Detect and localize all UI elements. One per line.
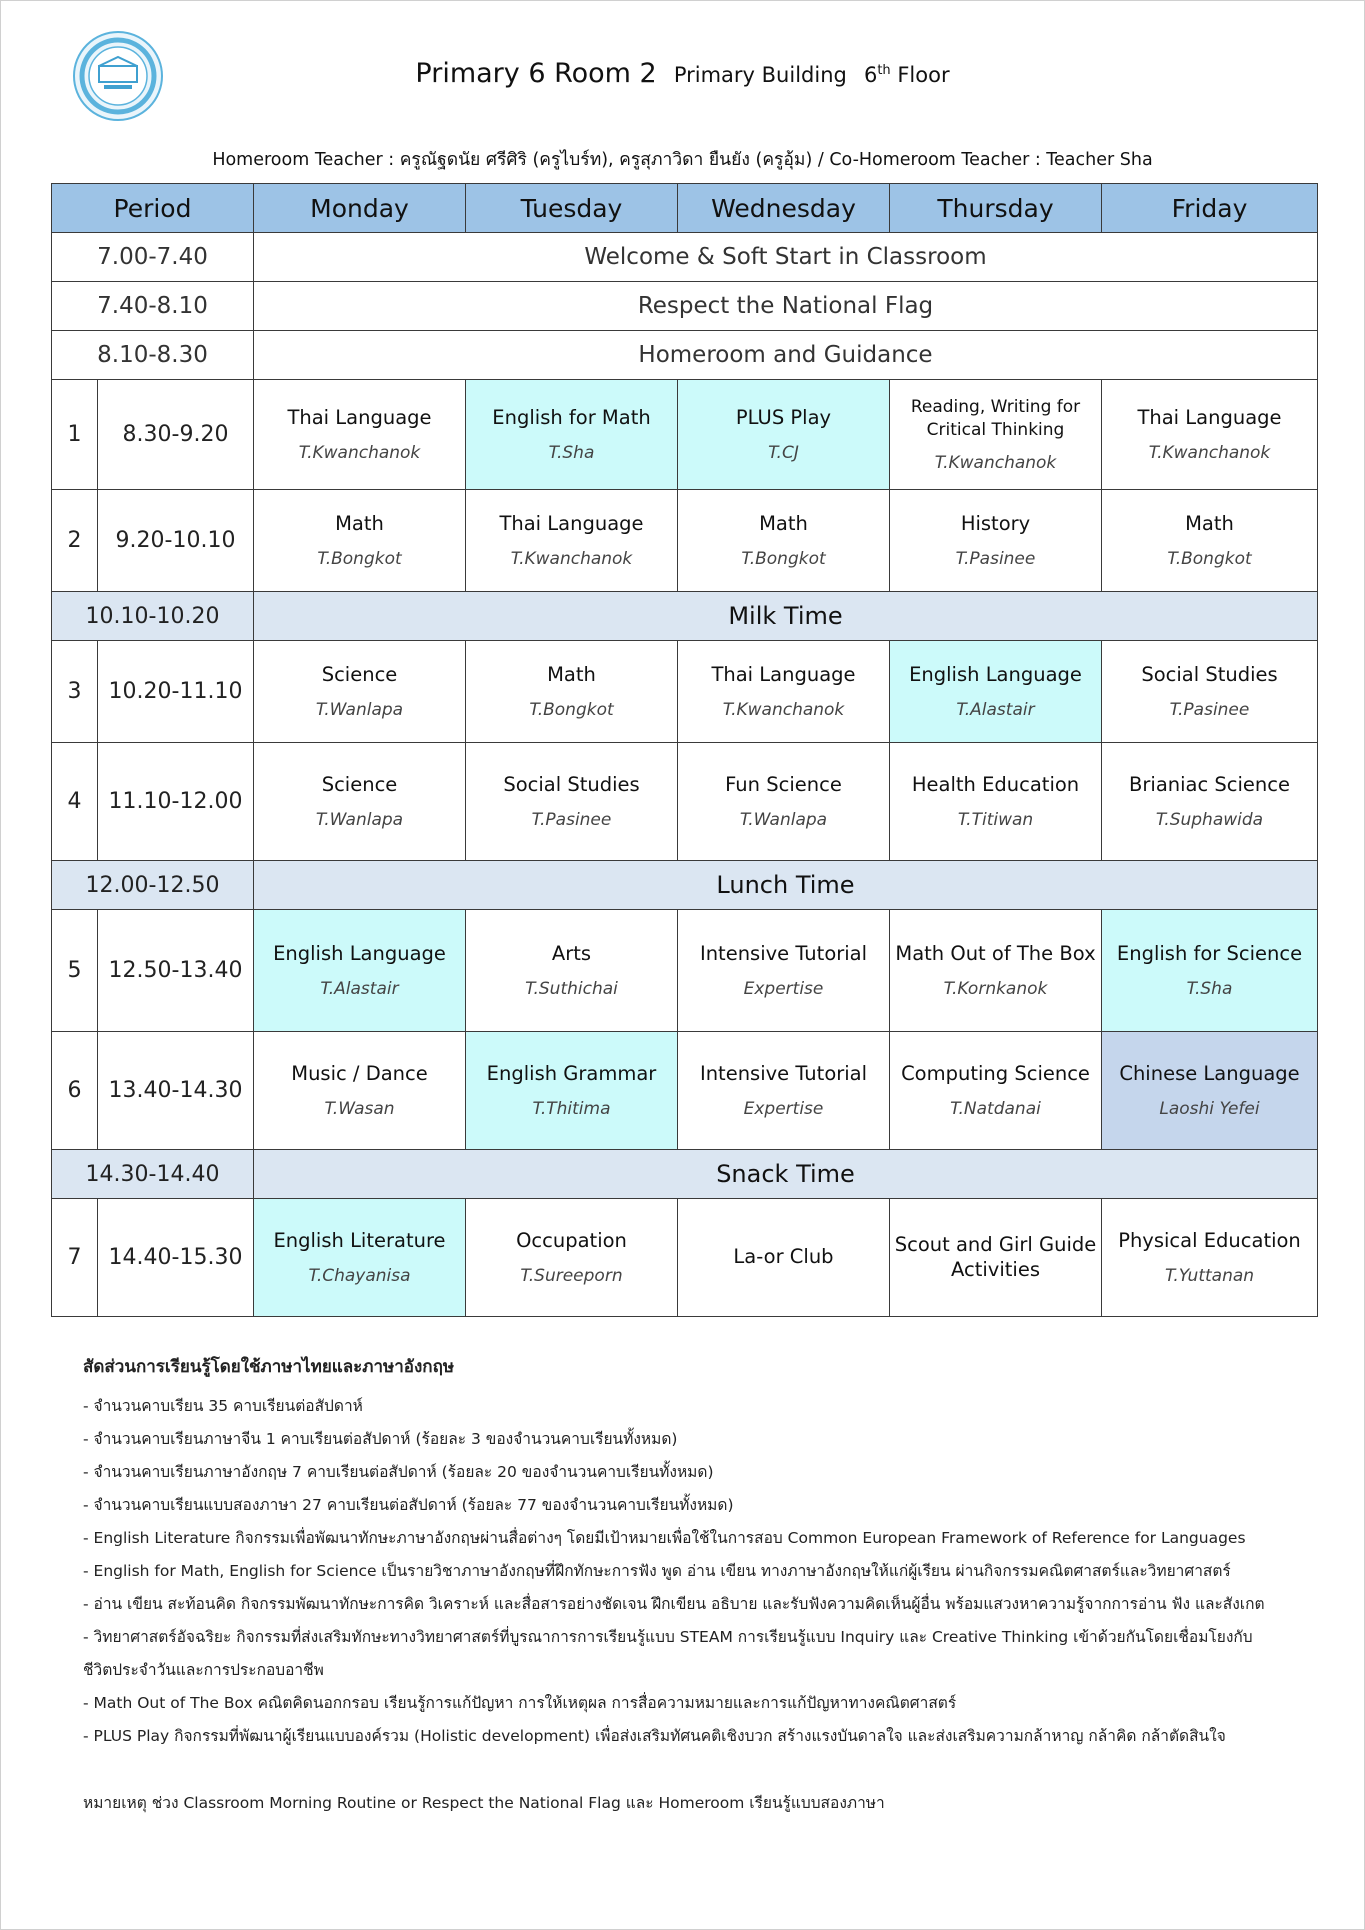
note-line: - English for Math, English for Science เป็นรายวิชาภาษาอังกฤษที่ฝึกทักษะการฟัง พูด อ่าน เขียน ทางภาษาอังกฤษให้แก่ผู้เรียน ผ่านกิจกรรมคณิตศาสตร์และวิทยาศาสตร์ — [83, 1562, 1231, 1580]
time-slot: 7.40-8.10 — [52, 282, 254, 331]
subject-name: Health Education — [911, 773, 1080, 797]
period-row — [52, 1199, 1318, 1317]
building-name: Primary Building — [673, 63, 847, 87]
teacher-name: T.Pasinee — [1169, 699, 1250, 720]
subject-name: PLUS Play — [735, 406, 832, 430]
period-row — [52, 641, 1318, 743]
subject-name: Math — [335, 512, 384, 536]
subject-name: Brianiac Science — [1129, 773, 1290, 797]
morning-row — [52, 282, 1318, 331]
homeroom-teachers: Homeroom Teacher : ครูณัฐดนัย ศรีศิริ (ครูไบร์ท), ครูสุภาวิดา ยืนยัง (ครูอุ้ม) / Co-Homeroom Teacher : Teacher Sha — [212, 150, 1153, 170]
class-cell — [678, 380, 890, 490]
teacher-name: T.Wanlapa — [315, 809, 404, 830]
subject-name: Chinese Language — [1119, 1062, 1300, 1086]
activity-label: Milk Time — [254, 592, 1318, 641]
timetable — [51, 183, 1318, 1317]
teacher-name: T.Kwanchanok — [934, 453, 1057, 474]
teacher-name: T.Sha — [1186, 978, 1233, 999]
teacher-name: T.Chayanisa — [308, 1265, 411, 1286]
class-cell — [678, 641, 890, 743]
teacher-name: T.Sha — [548, 442, 595, 463]
floor-number: 6 — [863, 63, 878, 87]
subject-name: English Literature — [273, 1229, 446, 1253]
activity-label: Snack Time — [254, 1150, 1318, 1199]
period-time: 14.40-15.30 — [98, 1199, 254, 1317]
subject-name: Intensive Tutorial — [699, 942, 868, 966]
teacher-name: T.Kwanchanok — [510, 548, 633, 569]
teacher-name: T.CJ — [768, 442, 799, 463]
period-row — [52, 910, 1318, 1032]
col-header-thursday: Thursday — [890, 184, 1102, 233]
class-cell — [466, 743, 678, 861]
subject-name: English for Math — [492, 406, 651, 430]
teacher-name: T.Bongkot — [1167, 548, 1252, 569]
class-cell — [254, 380, 466, 490]
class-cell — [254, 1199, 466, 1317]
period-number: 5 — [52, 910, 98, 1032]
floor-word: Floor — [897, 63, 950, 87]
subject-name: Social Studies — [1141, 663, 1278, 687]
period-time: 11.10-12.00 — [98, 743, 254, 861]
teacher-name: T.Sureeporn — [520, 1265, 623, 1286]
teacher-name: T.Yuttanan — [1164, 1265, 1255, 1286]
class-cell — [890, 1199, 1102, 1317]
period-row — [52, 380, 1318, 490]
note-line: - จำนวนคาบเรียนภาษาอังกฤษ 7 คาบเรียนต่อสัปดาห์ (ร้อยละ 20 ของจำนวนคาบเรียนทั้งหมด) — [83, 1463, 714, 1481]
subject-name: Science — [321, 663, 398, 687]
subject-name: Music / Dance — [291, 1062, 428, 1086]
note-line: - อ่าน เขียน สะท้อนคิด กิจกรรมพัฒนาทักษะการคิด วิเคราะห์ และสื่อสารอย่างชัดเจน ฝึกเขียน อธิบาย และรับฟังความคิดเห็นผู้อื่น พร้อมแสวงหาความรู้จากการอ่าน ฟัง และสังเกต — [83, 1595, 1265, 1613]
teacher-name: T.Bongkot — [317, 548, 402, 569]
teacher-name: T.Kornkanok — [943, 978, 1048, 999]
class-cell — [678, 1032, 890, 1150]
activity-label: Respect the National Flag — [254, 282, 1318, 331]
class-cell — [254, 490, 466, 592]
activity-label: Welcome & Soft Start in Classroom — [254, 233, 1318, 282]
period-number: 1 — [52, 380, 98, 490]
class-cell — [1102, 380, 1318, 490]
period-time: 13.40-14.30 — [98, 1032, 254, 1150]
col-header-wednesday: Wednesday — [678, 184, 890, 233]
subject-name: Thai Language — [287, 406, 432, 430]
subject-name: Science — [321, 773, 398, 797]
period-row — [52, 743, 1318, 861]
period-number: 6 — [52, 1032, 98, 1150]
subject-name: Arts — [551, 942, 592, 966]
room-title: Primary 6 Room 2 — [415, 58, 657, 89]
class-cell — [890, 490, 1102, 592]
class-cell — [466, 641, 678, 743]
class-cell — [1102, 1032, 1318, 1150]
teacher-name: T.Kwanchanok — [722, 699, 845, 720]
note-line: ชีวิตประจำวันและการประกอบอาชีพ — [83, 1661, 324, 1679]
teacher-name: Expertise — [743, 978, 824, 999]
note-line: - Math Out of The Box คณิตคิดนอกกรอบ เรียนรู้การแก้ปัญหา การให้เหตุผล การสื่อความหมายและการแก้ปัญหาทางคณิตศาสตร์ — [83, 1694, 957, 1712]
class-cell — [254, 743, 466, 861]
subject-name: History — [960, 512, 1031, 536]
class-cell — [466, 910, 678, 1032]
teacher-name: T.Titiwan — [957, 809, 1034, 830]
class-cell — [254, 1032, 466, 1150]
period-number: 2 — [52, 490, 98, 592]
subject-name: Social Studies — [503, 773, 640, 797]
class-cell — [1102, 641, 1318, 743]
class-cell — [1102, 490, 1318, 592]
morning-row — [52, 233, 1318, 282]
subject-name: Scout and Girl Guide Activities — [894, 1233, 1097, 1281]
teacher-name: T.Alastair — [956, 699, 1035, 720]
teacher-name: T.Suthichai — [525, 978, 618, 999]
col-header-tuesday: Tuesday — [466, 184, 678, 233]
subject-name: Occupation — [516, 1229, 627, 1253]
teacher-name: T.Pasinee — [955, 548, 1036, 569]
activity-label: Lunch Time — [254, 861, 1318, 910]
class-cell — [1102, 1199, 1318, 1317]
teacher-name: Expertise — [743, 1098, 824, 1119]
teacher-name: T.Suphawida — [1155, 809, 1264, 830]
teacher-name: T.Wanlapa — [315, 699, 404, 720]
activity-label: Homeroom and Guidance — [254, 331, 1318, 380]
time-slot: 14.30-14.40 — [52, 1150, 254, 1199]
teacher-name: T.Kwanchanok — [298, 442, 421, 463]
teacher-name: Laoshi Yefei — [1159, 1098, 1260, 1119]
time-slot: 8.10-8.30 — [52, 331, 254, 380]
break-row — [52, 592, 1318, 641]
period-time: 12.50-13.40 — [98, 910, 254, 1032]
period-time: 9.20-10.10 — [98, 490, 254, 592]
col-header-period: Period — [52, 184, 254, 233]
teacher-name: T.Wasan — [324, 1098, 395, 1119]
col-header-friday: Friday — [1102, 184, 1318, 233]
period-number: 4 — [52, 743, 98, 861]
class-cell — [890, 743, 1102, 861]
class-cell — [678, 1199, 890, 1317]
subject-name: Math — [547, 663, 596, 687]
teacher-name: T.Wanlapa — [739, 809, 828, 830]
teacher-name: T.Pasinee — [531, 809, 612, 830]
subject-name: La-or Club — [733, 1245, 834, 1269]
subject-name: English for Science — [1116, 942, 1303, 966]
subject-name: Fun Science — [725, 773, 842, 797]
subject-name: English Language — [909, 663, 1082, 687]
teacher-name: T.Bongkot — [529, 699, 614, 720]
class-cell — [890, 380, 1102, 490]
note-line: - English Literature กิจกรรมเพื่อพัฒนาทักษะภาษาอังกฤษผ่านสื่อต่างๆ โดยมีเป้าหมายเพื่อใช้ในการสอบ Common European Framework of Reference for Languages — [83, 1529, 1246, 1547]
class-cell — [254, 641, 466, 743]
time-slot: 12.00-12.50 — [52, 861, 254, 910]
col-header-monday: Monday — [254, 184, 466, 233]
class-cell — [890, 910, 1102, 1032]
class-cell — [678, 490, 890, 592]
teacher-name: T.Alastair — [320, 978, 399, 999]
period-row — [52, 490, 1318, 592]
break-row — [52, 1150, 1318, 1199]
class-cell — [1102, 743, 1318, 861]
class-cell — [254, 910, 466, 1032]
class-cell — [466, 380, 678, 490]
class-cell — [678, 743, 890, 861]
time-slot: 7.00-7.40 — [52, 233, 254, 282]
notes-heading: สัดส่วนการเรียนรู้โดยใช้ภาษาไทยและภาษาอังกฤษ — [83, 1357, 455, 1377]
subject-name: Intensive Tutorial — [699, 1062, 868, 1086]
class-cell — [890, 1032, 1102, 1150]
header-row — [52, 184, 1318, 233]
subject-name: English Language — [273, 942, 446, 966]
period-number: 3 — [52, 641, 98, 743]
note-line: - จำนวนคาบเรียนแบบสองภาษา 27 คาบเรียนต่อสัปดาห์ (ร้อยละ 77 ของจำนวนคาบเรียนทั้งหมด) — [83, 1496, 734, 1514]
floor-suffix: th — [877, 63, 891, 78]
morning-row — [52, 331, 1318, 380]
class-cell — [466, 1032, 678, 1150]
note-line: - PLUS Play กิจกรรมที่พัฒนาผู้เรียนแบบองค์รวม (Holistic development) เพื่อส่งเสริมทัศนคติเชิงบวก สร้างแรงบันดาลใจ และส่งเสริมความกล้าหาญ กล้าคิด กล้าตัดสินใจ — [83, 1727, 1226, 1745]
period-time: 8.30-9.20 — [98, 380, 254, 490]
subject-name: English Grammar — [486, 1062, 657, 1086]
teacher-name: T.Kwanchanok — [1148, 442, 1271, 463]
break-row — [52, 861, 1318, 910]
notes-section — [83, 1353, 1303, 1820]
period-number: 7 — [52, 1199, 98, 1317]
class-cell — [678, 910, 890, 1032]
teacher-name: T.Bongkot — [741, 548, 826, 569]
period-row — [52, 1032, 1318, 1150]
subject-name: Physical Education — [1118, 1229, 1301, 1253]
subject-name: Thai Language — [499, 512, 644, 536]
class-cell — [890, 641, 1102, 743]
class-cell — [1102, 910, 1318, 1032]
page-title — [0, 58, 1365, 89]
time-slot: 10.10-10.20 — [52, 592, 254, 641]
note-line: - วิทยาศาสตร์อัจฉริยะ กิจกรรมที่ส่งเสริมทักษะทางวิทยาศาสตร์ที่บูรณาการการเรียนรู้แบบ STEAM การเรียนรู้แบบ Inquiry และ Creative Thinking เข้าด้วยกันโดยเชื่อมโยงกับ — [83, 1628, 1253, 1646]
subject-name: Reading, Writing for Critical Thinking — [910, 396, 1081, 440]
note-line: - จำนวนคาบเรียนภาษาจีน 1 คาบเรียนต่อสัปดาห์ (ร้อยละ 3 ของจำนวนคาบเรียนทั้งหมด) — [83, 1430, 678, 1448]
class-cell — [466, 1199, 678, 1317]
subject-name: Thai Language — [1137, 406, 1282, 430]
subject-name: Math — [759, 512, 808, 536]
note-line: - จำนวนคาบเรียน 35 คาบเรียนต่อสัปดาห์ — [83, 1397, 363, 1415]
teacher-name: T.Thitima — [532, 1098, 611, 1119]
subject-name: Math — [1185, 512, 1234, 536]
subject-name: Math Out of The Box — [895, 942, 1096, 966]
subject-name: Thai Language — [711, 663, 856, 687]
subject-name: Computing Science — [901, 1062, 1090, 1086]
period-time: 10.20-11.10 — [98, 641, 254, 743]
class-cell — [466, 490, 678, 592]
teacher-name: T.Natdanai — [950, 1098, 1041, 1119]
floor-label — [864, 63, 950, 87]
notes-remark: หมายเหตุ ช่วง Classroom Morning Routine or Respect the National Flag และ Homeroom เรียนรู้แบบสองภาษา — [83, 1794, 885, 1812]
